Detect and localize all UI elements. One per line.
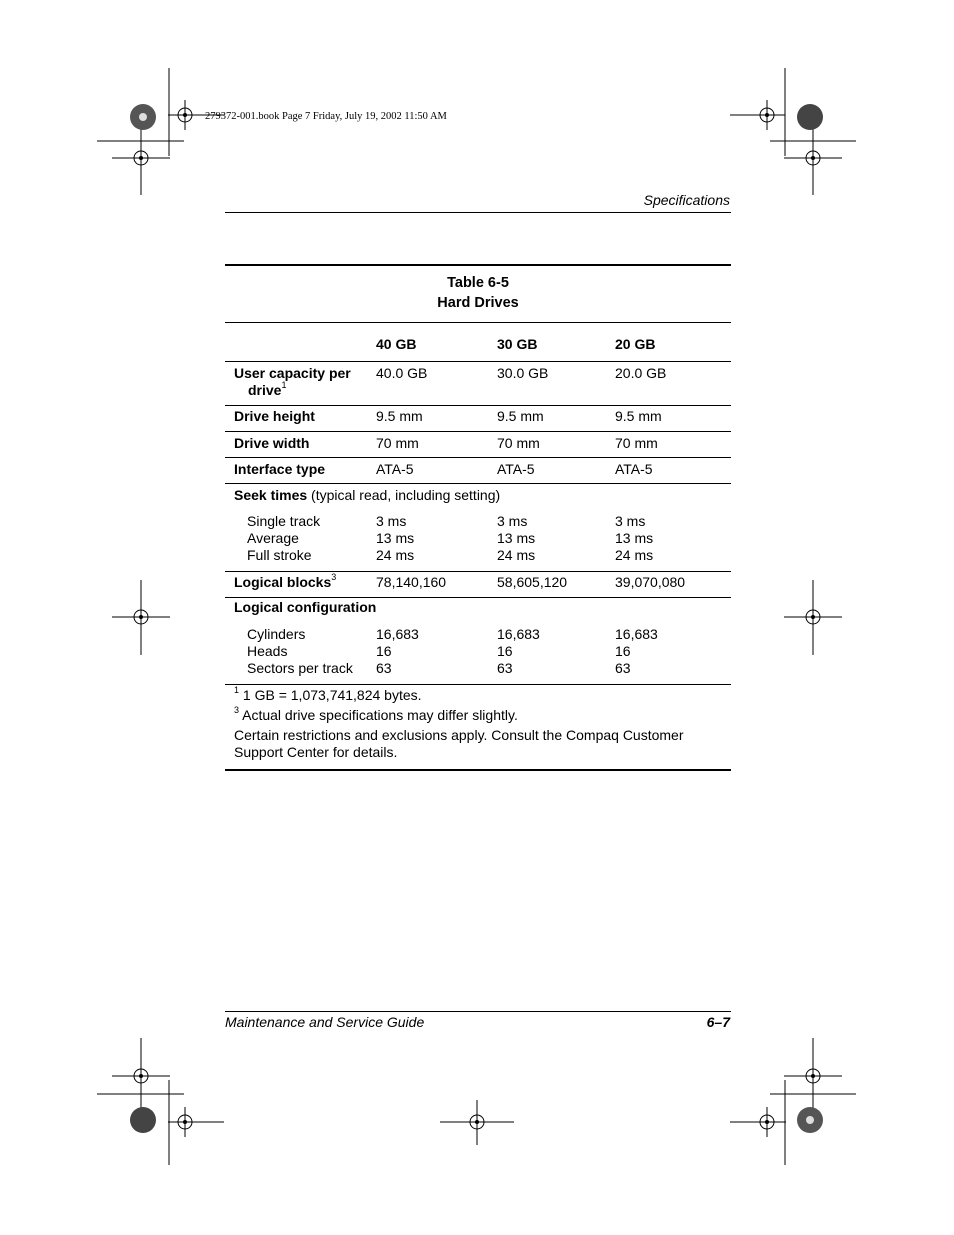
cell: 70 mm xyxy=(615,435,658,451)
sub-label: Single track xyxy=(247,513,321,529)
table-footnotes xyxy=(225,685,731,769)
footer-rule xyxy=(225,1011,731,1012)
table-caption xyxy=(225,266,731,322)
page-number: 6–7 xyxy=(706,1014,730,1030)
cell: ATA-5 xyxy=(615,461,653,477)
cell: 63 xyxy=(376,660,392,676)
table-header-row xyxy=(225,323,731,361)
table-row xyxy=(225,432,731,457)
cell: 78,140,160 xyxy=(376,574,447,590)
row-label: Logical configuration xyxy=(234,599,377,615)
cell: 24 ms xyxy=(376,547,415,563)
column-header: 40 GB xyxy=(376,336,417,352)
cell: 3 ms xyxy=(376,513,407,529)
cell: 24 ms xyxy=(615,547,654,563)
footnote: $^3$ Actual drive specifications may differ slightly. xyxy=(234,705,518,723)
cell: 24 ms xyxy=(497,547,536,563)
table-row xyxy=(225,598,731,684)
footnote: $^1$ 1 GB = 1,073,741,824 bytes. xyxy=(234,685,422,703)
book-slug: 279372-001.book Page 7 Friday, July 19, 2002 11:50 AM xyxy=(205,111,447,122)
cell: ATA-5 xyxy=(376,461,414,477)
table-row xyxy=(225,362,731,405)
table-row xyxy=(225,458,731,483)
cell: 63 xyxy=(497,660,513,676)
cell: 16 xyxy=(615,643,631,659)
header-rule xyxy=(225,212,731,213)
cell: 16,683 xyxy=(615,626,658,642)
hard-drives-table xyxy=(225,264,731,771)
row-label: Seek times (typical read, including setting) xyxy=(234,487,501,503)
table-row xyxy=(225,406,731,431)
table-number: Table 6-5 xyxy=(447,275,509,291)
cell: 20.0 GB xyxy=(615,365,667,381)
cell: 39,070,080 xyxy=(615,574,686,590)
row-label: Logical blocks$^3$ xyxy=(234,572,337,590)
cell: 63 xyxy=(615,660,631,676)
cell: 16,683 xyxy=(497,626,540,642)
cell: 30.0 GB xyxy=(497,365,549,381)
section-title: Specifications xyxy=(643,192,730,208)
cell: 70 mm xyxy=(376,435,419,451)
cell: 9.5 mm xyxy=(615,408,662,424)
cell: 9.5 mm xyxy=(497,408,544,424)
cell: 70 mm xyxy=(497,435,540,451)
footer-title: Maintenance and Service Guide xyxy=(225,1014,425,1030)
cell: 3 ms xyxy=(615,513,646,529)
row-label: User capacity per drive$^1$ xyxy=(234,365,351,398)
sub-label: Sectors per track xyxy=(247,660,353,676)
table-row xyxy=(225,572,731,597)
cell: 13 ms xyxy=(376,530,415,546)
column-header: 20 GB xyxy=(615,336,656,352)
cell: 16 xyxy=(497,643,513,659)
cell: 16 xyxy=(376,643,392,659)
column-header: 30 GB xyxy=(497,336,538,352)
cell: 9.5 mm xyxy=(376,408,423,424)
row-label: Interface type xyxy=(234,461,326,477)
table-bottom-rule xyxy=(225,769,731,771)
row-label: Drive width xyxy=(234,435,310,451)
sub-label: Full stroke xyxy=(247,547,312,563)
cell: 13 ms xyxy=(497,530,536,546)
cell: 13 ms xyxy=(615,530,654,546)
cell: 58,605,120 xyxy=(497,574,568,590)
cell: 40.0 GB xyxy=(376,365,428,381)
cell: 16,683 xyxy=(376,626,419,642)
cell: 3 ms xyxy=(497,513,528,529)
table-row xyxy=(225,484,731,571)
sub-label: Cylinders xyxy=(247,626,306,642)
sub-label: Average xyxy=(247,530,299,546)
sub-label: Heads xyxy=(247,643,288,659)
row-label: Drive height xyxy=(234,408,315,424)
table-title: Hard Drives xyxy=(437,294,519,311)
cell: ATA-5 xyxy=(497,461,535,477)
disclaimer: Certain restrictions and exclusions apply. Consult the Compaq Customer Support Center for details. xyxy=(234,727,684,760)
